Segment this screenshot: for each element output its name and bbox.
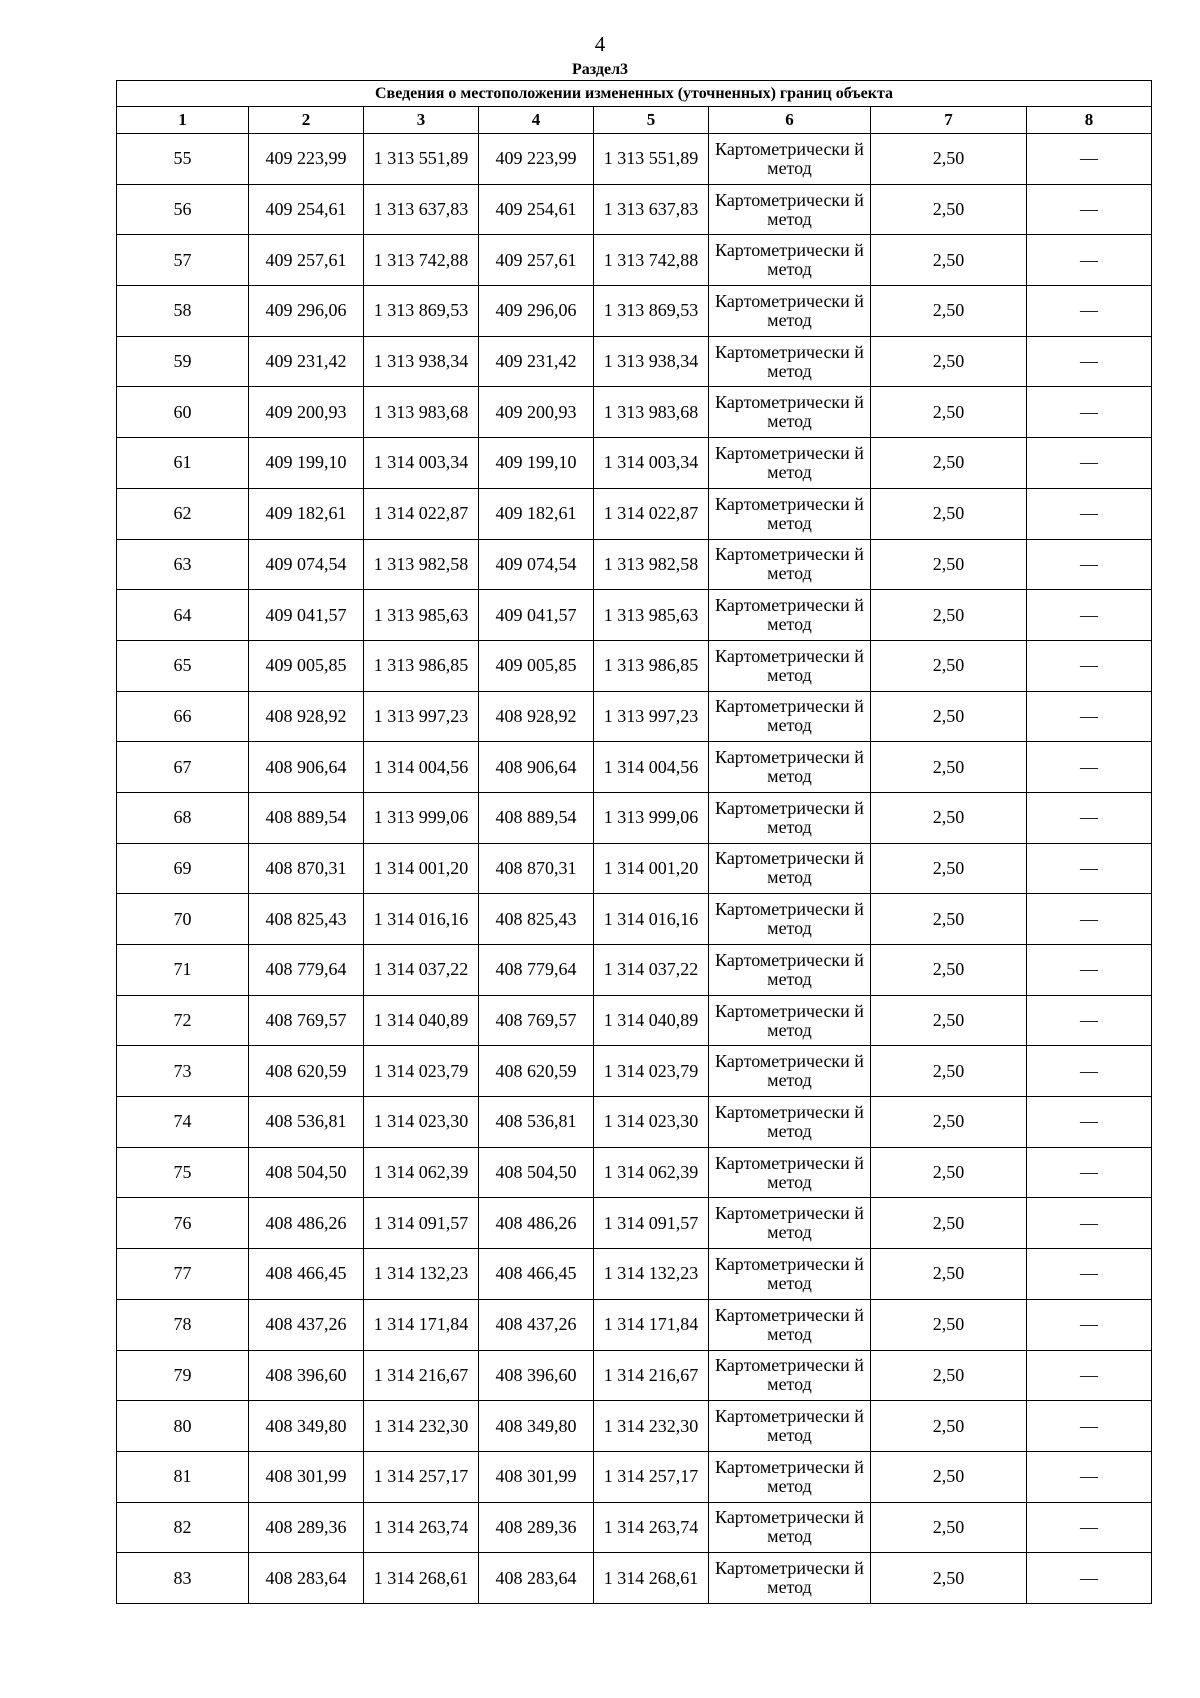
note-cell: — [1027, 1401, 1152, 1452]
accuracy-cell: 2,50 [871, 1046, 1027, 1097]
y-refined-cell: 1 314 232,30 [594, 1401, 709, 1452]
table-body [117, 134, 1152, 1604]
y-existing-cell: 1 313 742,88 [364, 235, 479, 286]
y-refined-cell: 1 313 985,63 [594, 590, 709, 641]
method-cell: Картометрически й метод [709, 1502, 871, 1553]
point-number-cell: 77 [117, 1249, 249, 1300]
note-cell: — [1027, 1350, 1152, 1401]
x-existing-cell: 408 396,60 [249, 1350, 364, 1401]
point-number-cell: 75 [117, 1147, 249, 1198]
table-row [117, 1451, 1152, 1502]
note-cell: — [1027, 1299, 1152, 1350]
x-existing-cell: 409 296,06 [249, 286, 364, 337]
method-cell: Картометрически й метод [709, 945, 871, 996]
x-refined-cell: 409 257,61 [479, 235, 594, 286]
method-cell: Картометрически й метод [709, 691, 871, 742]
note-cell: — [1027, 1046, 1152, 1097]
y-refined-cell: 1 314 003,34 [594, 438, 709, 489]
x-existing-cell: 409 200,93 [249, 387, 364, 438]
x-refined-cell: 408 396,60 [479, 1350, 594, 1401]
x-refined-cell: 408 466,45 [479, 1249, 594, 1300]
point-number-cell: 64 [117, 590, 249, 641]
method-cell: Картометрически й метод [709, 336, 871, 387]
point-number-cell: 78 [117, 1299, 249, 1350]
accuracy-cell: 2,50 [871, 488, 1027, 539]
note-cell: — [1027, 1147, 1152, 1198]
table-row [117, 792, 1152, 843]
column-number: 5 [594, 107, 709, 134]
x-existing-cell: 408 870,31 [249, 843, 364, 894]
method-cell: Картометрически й метод [709, 1451, 871, 1502]
x-refined-cell: 408 301,99 [479, 1451, 594, 1502]
accuracy-cell: 2,50 [871, 438, 1027, 489]
x-existing-cell: 408 349,80 [249, 1401, 364, 1452]
column-number-row [117, 107, 1152, 134]
y-existing-cell: 1 313 985,63 [364, 590, 479, 641]
x-existing-cell: 408 769,57 [249, 995, 364, 1046]
x-existing-cell: 408 289,36 [249, 1502, 364, 1553]
x-existing-cell: 408 466,45 [249, 1249, 364, 1300]
note-cell: — [1027, 1553, 1152, 1604]
table-row [117, 539, 1152, 590]
note-cell: — [1027, 691, 1152, 742]
table-row [117, 1350, 1152, 1401]
y-refined-cell: 1 314 263,74 [594, 1502, 709, 1553]
table-row [117, 590, 1152, 641]
y-refined-cell: 1 314 216,67 [594, 1350, 709, 1401]
point-number-cell: 57 [117, 235, 249, 286]
method-cell: Картометрически й метод [709, 286, 871, 337]
y-refined-cell: 1 314 037,22 [594, 945, 709, 996]
accuracy-cell: 2,50 [871, 1097, 1027, 1148]
x-refined-cell: 408 928,92 [479, 691, 594, 742]
method-cell: Картометрически й метод [709, 590, 871, 641]
accuracy-cell: 2,50 [871, 134, 1027, 185]
point-number-cell: 80 [117, 1401, 249, 1452]
y-refined-cell: 1 313 742,88 [594, 235, 709, 286]
note-cell: — [1027, 286, 1152, 337]
x-refined-cell: 409 182,61 [479, 488, 594, 539]
table-row [117, 1249, 1152, 1300]
y-refined-cell: 1 314 016,16 [594, 894, 709, 945]
x-refined-cell: 408 289,36 [479, 1502, 594, 1553]
x-refined-cell: 408 283,64 [479, 1553, 594, 1604]
accuracy-cell: 2,50 [871, 792, 1027, 843]
table-row [117, 235, 1152, 286]
y-existing-cell: 1 314 232,30 [364, 1401, 479, 1452]
y-refined-cell: 1 314 171,84 [594, 1299, 709, 1350]
column-number: 7 [871, 107, 1027, 134]
y-existing-cell: 1 313 999,06 [364, 792, 479, 843]
point-number-cell: 71 [117, 945, 249, 996]
method-cell: Картометрически й метод [709, 1350, 871, 1401]
note-cell: — [1027, 1198, 1152, 1249]
table-row [117, 134, 1152, 185]
point-number-cell: 68 [117, 792, 249, 843]
y-existing-cell: 1 314 062,39 [364, 1147, 479, 1198]
column-number: 4 [479, 107, 594, 134]
point-number-cell: 67 [117, 742, 249, 793]
table-row [117, 286, 1152, 337]
point-number-cell: 76 [117, 1198, 249, 1249]
y-refined-cell: 1 314 040,89 [594, 995, 709, 1046]
y-existing-cell: 1 313 637,83 [364, 184, 479, 235]
table-row [117, 691, 1152, 742]
note-cell: — [1027, 640, 1152, 691]
y-refined-cell: 1 313 938,34 [594, 336, 709, 387]
y-refined-cell: 1 314 023,79 [594, 1046, 709, 1097]
x-refined-cell: 409 254,61 [479, 184, 594, 235]
x-refined-cell: 408 437,26 [479, 1299, 594, 1350]
method-cell: Картометрически й метод [709, 1299, 871, 1350]
accuracy-cell: 2,50 [871, 894, 1027, 945]
accuracy-cell: 2,50 [871, 1401, 1027, 1452]
accuracy-cell: 2,50 [871, 742, 1027, 793]
x-refined-cell: 409 074,54 [479, 539, 594, 590]
x-existing-cell: 408 779,64 [249, 945, 364, 996]
table-row [117, 184, 1152, 235]
table-row [117, 336, 1152, 387]
table-row [117, 1299, 1152, 1350]
x-refined-cell: 408 349,80 [479, 1401, 594, 1452]
point-number-cell: 55 [117, 134, 249, 185]
y-refined-cell: 1 313 986,85 [594, 640, 709, 691]
y-refined-cell: 1 314 023,30 [594, 1097, 709, 1148]
y-existing-cell: 1 313 982,58 [364, 539, 479, 590]
y-existing-cell: 1 314 171,84 [364, 1299, 479, 1350]
accuracy-cell: 2,50 [871, 387, 1027, 438]
method-cell: Картометрически й метод [709, 1097, 871, 1148]
accuracy-cell: 2,50 [871, 1147, 1027, 1198]
x-refined-cell: 408 779,64 [479, 945, 594, 996]
accuracy-cell: 2,50 [871, 184, 1027, 235]
note-cell: — [1027, 792, 1152, 843]
y-existing-cell: 1 314 040,89 [364, 995, 479, 1046]
point-number-cell: 70 [117, 894, 249, 945]
column-number: 6 [709, 107, 871, 134]
x-existing-cell: 409 005,85 [249, 640, 364, 691]
x-existing-cell: 408 906,64 [249, 742, 364, 793]
x-existing-cell: 408 301,99 [249, 1451, 364, 1502]
note-cell: — [1027, 742, 1152, 793]
y-existing-cell: 1 313 869,53 [364, 286, 479, 337]
method-cell: Картометрически й метод [709, 894, 871, 945]
point-number-cell: 60 [117, 387, 249, 438]
method-cell: Картометрически й метод [709, 184, 871, 235]
y-existing-cell: 1 314 132,23 [364, 1249, 479, 1300]
y-existing-cell: 1 314 001,20 [364, 843, 479, 894]
table-row [117, 894, 1152, 945]
method-cell: Картометрически й метод [709, 1046, 871, 1097]
accuracy-cell: 2,50 [871, 995, 1027, 1046]
method-cell: Картометрически й метод [709, 1401, 871, 1452]
accuracy-cell: 2,50 [871, 539, 1027, 590]
column-number: 2 [249, 107, 364, 134]
y-refined-cell: 1 313 869,53 [594, 286, 709, 337]
point-number-cell: 83 [117, 1553, 249, 1604]
table-row [117, 1502, 1152, 1553]
boundary-coordinates-table [116, 80, 1152, 1604]
x-refined-cell: 408 769,57 [479, 995, 594, 1046]
x-refined-cell: 409 200,93 [479, 387, 594, 438]
y-refined-cell: 1 314 257,17 [594, 1451, 709, 1502]
y-existing-cell: 1 314 257,17 [364, 1451, 479, 1502]
table-row [117, 488, 1152, 539]
accuracy-cell: 2,50 [871, 843, 1027, 894]
accuracy-cell: 2,50 [871, 1553, 1027, 1604]
note-cell: — [1027, 488, 1152, 539]
point-number-cell: 65 [117, 640, 249, 691]
method-cell: Картометрически й метод [709, 387, 871, 438]
table-title: Сведения о местоположении измененных (уточненных) границ объекта [117, 81, 1152, 107]
y-existing-cell: 1 314 216,67 [364, 1350, 479, 1401]
note-cell: — [1027, 184, 1152, 235]
point-number-cell: 69 [117, 843, 249, 894]
method-cell: Картометрически й метод [709, 438, 871, 489]
x-existing-cell: 409 041,57 [249, 590, 364, 641]
note-cell: — [1027, 590, 1152, 641]
y-refined-cell: 1 314 132,23 [594, 1249, 709, 1300]
note-cell: — [1027, 438, 1152, 489]
y-refined-cell: 1 314 022,87 [594, 488, 709, 539]
note-cell: — [1027, 1249, 1152, 1300]
note-cell: — [1027, 539, 1152, 590]
x-refined-cell: 409 296,06 [479, 286, 594, 337]
accuracy-cell: 2,50 [871, 590, 1027, 641]
x-existing-cell: 409 223,99 [249, 134, 364, 185]
x-refined-cell: 409 231,42 [479, 336, 594, 387]
point-number-cell: 62 [117, 488, 249, 539]
x-existing-cell: 409 254,61 [249, 184, 364, 235]
y-existing-cell: 1 313 551,89 [364, 134, 479, 185]
note-cell: — [1027, 894, 1152, 945]
x-existing-cell: 408 928,92 [249, 691, 364, 742]
note-cell: — [1027, 387, 1152, 438]
point-number-cell: 66 [117, 691, 249, 742]
y-refined-cell: 1 313 983,68 [594, 387, 709, 438]
y-existing-cell: 1 314 023,79 [364, 1046, 479, 1097]
x-refined-cell: 408 620,59 [479, 1046, 594, 1097]
table-row [117, 1198, 1152, 1249]
table-row [117, 438, 1152, 489]
x-existing-cell: 408 889,54 [249, 792, 364, 843]
y-existing-cell: 1 313 997,23 [364, 691, 479, 742]
x-refined-cell: 408 889,54 [479, 792, 594, 843]
note-cell: — [1027, 995, 1152, 1046]
y-refined-cell: 1 313 997,23 [594, 691, 709, 742]
x-existing-cell: 408 825,43 [249, 894, 364, 945]
method-cell: Картометрически й метод [709, 742, 871, 793]
x-refined-cell: 408 504,50 [479, 1147, 594, 1198]
method-cell: Картометрически й метод [709, 1198, 871, 1249]
column-number: 3 [364, 107, 479, 134]
point-number-cell: 56 [117, 184, 249, 235]
method-cell: Картометрически й метод [709, 1249, 871, 1300]
x-refined-cell: 408 870,31 [479, 843, 594, 894]
accuracy-cell: 2,50 [871, 1299, 1027, 1350]
y-existing-cell: 1 314 023,30 [364, 1097, 479, 1148]
x-existing-cell: 409 231,42 [249, 336, 364, 387]
y-refined-cell: 1 314 062,39 [594, 1147, 709, 1198]
method-cell: Картометрически й метод [709, 134, 871, 185]
x-existing-cell: 408 536,81 [249, 1097, 364, 1148]
y-refined-cell: 1 313 982,58 [594, 539, 709, 590]
y-refined-cell: 1 314 091,57 [594, 1198, 709, 1249]
y-refined-cell: 1 314 268,61 [594, 1553, 709, 1604]
point-number-cell: 73 [117, 1046, 249, 1097]
x-existing-cell: 409 199,10 [249, 438, 364, 489]
x-refined-cell: 409 199,10 [479, 438, 594, 489]
note-cell: — [1027, 945, 1152, 996]
x-refined-cell: 408 486,26 [479, 1198, 594, 1249]
accuracy-cell: 2,50 [871, 1502, 1027, 1553]
note-cell: — [1027, 235, 1152, 286]
y-existing-cell: 1 313 986,85 [364, 640, 479, 691]
method-cell: Картометрически й метод [709, 1553, 871, 1604]
x-existing-cell: 409 074,54 [249, 539, 364, 590]
method-cell: Картометрически й метод [709, 488, 871, 539]
y-refined-cell: 1 314 001,20 [594, 843, 709, 894]
method-cell: Картометрически й метод [709, 995, 871, 1046]
note-cell: — [1027, 1502, 1152, 1553]
y-existing-cell: 1 314 037,22 [364, 945, 479, 996]
x-existing-cell: 408 437,26 [249, 1299, 364, 1350]
table-row [117, 1401, 1152, 1452]
x-refined-cell: 408 536,81 [479, 1097, 594, 1148]
point-number-cell: 59 [117, 336, 249, 387]
x-refined-cell: 408 906,64 [479, 742, 594, 793]
page-number: 4 [594, 32, 606, 56]
note-cell: — [1027, 1097, 1152, 1148]
point-number-cell: 63 [117, 539, 249, 590]
method-cell: Картометрически й метод [709, 235, 871, 286]
y-refined-cell: 1 313 551,89 [594, 134, 709, 185]
x-existing-cell: 408 504,50 [249, 1147, 364, 1198]
table-row [117, 742, 1152, 793]
y-existing-cell: 1 314 091,57 [364, 1198, 479, 1249]
y-existing-cell: 1 314 022,87 [364, 488, 479, 539]
point-number-cell: 81 [117, 1451, 249, 1502]
point-number-cell: 82 [117, 1502, 249, 1553]
y-refined-cell: 1 314 004,56 [594, 742, 709, 793]
point-number-cell: 72 [117, 995, 249, 1046]
y-existing-cell: 1 314 263,74 [364, 1502, 479, 1553]
y-existing-cell: 1 314 003,34 [364, 438, 479, 489]
column-number: 1 [117, 107, 249, 134]
x-existing-cell: 409 182,61 [249, 488, 364, 539]
note-cell: — [1027, 336, 1152, 387]
y-refined-cell: 1 313 999,06 [594, 792, 709, 843]
table-row [117, 640, 1152, 691]
point-number-cell: 58 [117, 286, 249, 337]
point-number-cell: 74 [117, 1097, 249, 1148]
y-existing-cell: 1 314 016,16 [364, 894, 479, 945]
x-refined-cell: 409 041,57 [479, 590, 594, 641]
y-existing-cell: 1 314 004,56 [364, 742, 479, 793]
x-refined-cell: 409 005,85 [479, 640, 594, 691]
x-existing-cell: 408 283,64 [249, 1553, 364, 1604]
column-number: 8 [1027, 107, 1152, 134]
accuracy-cell: 2,50 [871, 1451, 1027, 1502]
y-existing-cell: 1 314 268,61 [364, 1553, 479, 1604]
accuracy-cell: 2,50 [871, 640, 1027, 691]
table-row [117, 1147, 1152, 1198]
y-existing-cell: 1 313 983,68 [364, 387, 479, 438]
table-row [117, 945, 1152, 996]
table-row [117, 1553, 1152, 1604]
method-cell: Картометрически й метод [709, 539, 871, 590]
x-existing-cell: 408 620,59 [249, 1046, 364, 1097]
accuracy-cell: 2,50 [871, 1198, 1027, 1249]
table-row [117, 1097, 1152, 1148]
accuracy-cell: 2,50 [871, 691, 1027, 742]
accuracy-cell: 2,50 [871, 945, 1027, 996]
x-existing-cell: 408 486,26 [249, 1198, 364, 1249]
point-number-cell: 79 [117, 1350, 249, 1401]
y-refined-cell: 1 313 637,83 [594, 184, 709, 235]
accuracy-cell: 2,50 [871, 235, 1027, 286]
table-row [117, 387, 1152, 438]
y-existing-cell: 1 313 938,34 [364, 336, 479, 387]
note-cell: — [1027, 843, 1152, 894]
accuracy-cell: 2,50 [871, 286, 1027, 337]
x-refined-cell: 408 825,43 [479, 894, 594, 945]
accuracy-cell: 2,50 [871, 1249, 1027, 1300]
x-existing-cell: 409 257,61 [249, 235, 364, 286]
method-cell: Картометрически й метод [709, 640, 871, 691]
x-refined-cell: 409 223,99 [479, 134, 594, 185]
section-label: Раздел3 [571, 61, 629, 78]
note-cell: — [1027, 134, 1152, 185]
table-row [117, 1046, 1152, 1097]
note-cell: — [1027, 1451, 1152, 1502]
table-row [117, 843, 1152, 894]
method-cell: Картометрически й метод [709, 792, 871, 843]
point-number-cell: 61 [117, 438, 249, 489]
accuracy-cell: 2,50 [871, 336, 1027, 387]
table-row [117, 995, 1152, 1046]
method-cell: Картометрически й метод [709, 1147, 871, 1198]
method-cell: Картометрически й метод [709, 843, 871, 894]
accuracy-cell: 2,50 [871, 1350, 1027, 1401]
